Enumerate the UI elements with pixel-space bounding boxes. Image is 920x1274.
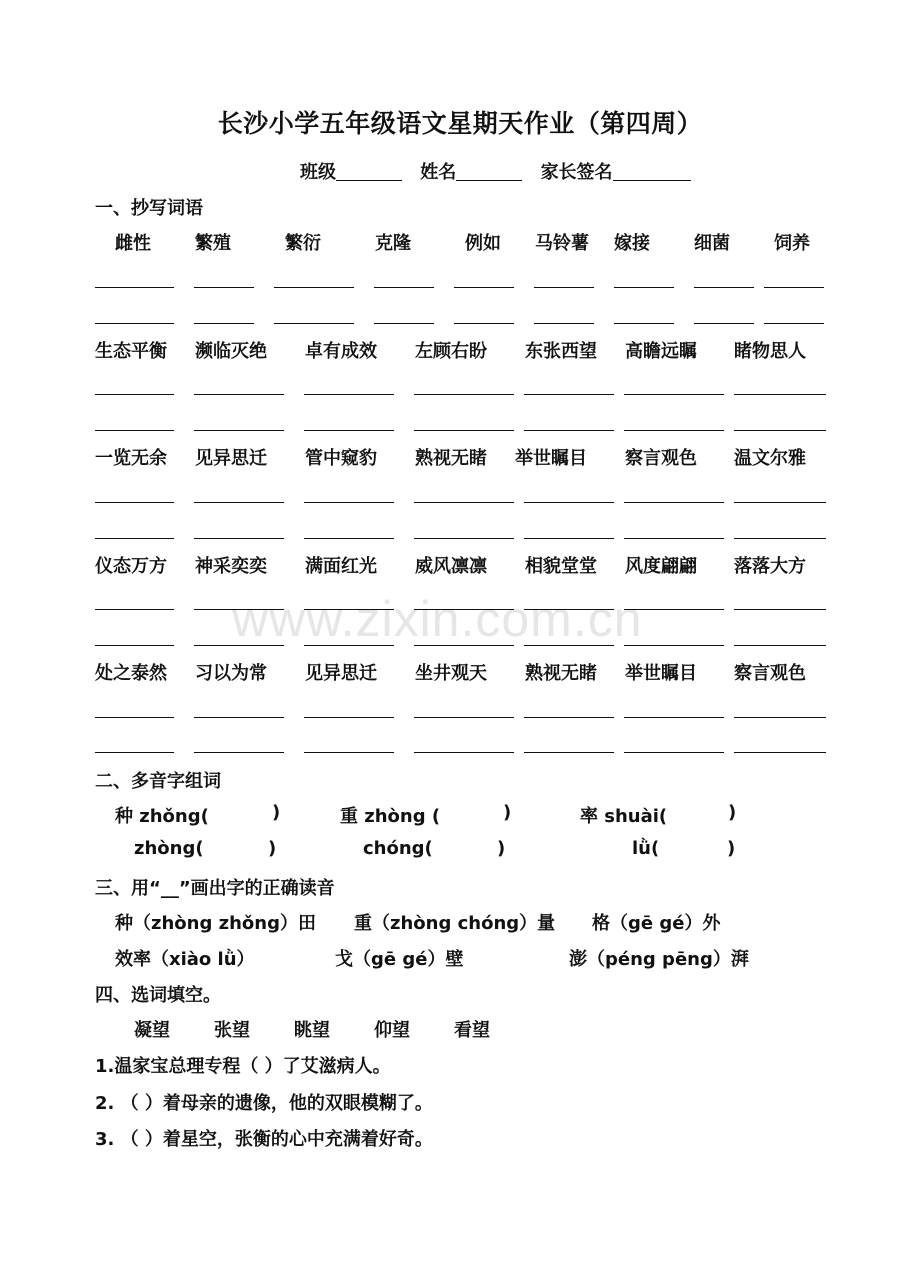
vocab-word: 濒临灭绝 xyxy=(195,341,267,362)
section2-heading: 二、多音字组词 xyxy=(95,771,221,792)
reading-item: 格（gē gé）外 xyxy=(592,913,721,934)
name-label: 姓名 xyxy=(420,162,457,183)
writing-line[interactable] xyxy=(194,323,254,324)
writing-line[interactable] xyxy=(274,287,354,288)
section4-heading: 四、选词填空。 xyxy=(95,985,221,1006)
writing-line[interactable] xyxy=(414,502,514,503)
vocab-word: 嫁接 xyxy=(614,233,650,254)
writing-line[interactable] xyxy=(734,502,826,503)
writing-line[interactable] xyxy=(454,323,514,324)
vocab-word: 一览无余 xyxy=(95,448,167,469)
parent-signature-blank[interactable] xyxy=(613,162,691,181)
writing-line[interactable] xyxy=(734,430,826,431)
writing-line[interactable] xyxy=(524,609,614,610)
writing-line[interactable] xyxy=(524,752,614,753)
writing-line[interactable] xyxy=(734,717,826,718)
polyphone-prompt: 种 zhǒng( xyxy=(115,806,209,827)
writing-line[interactable] xyxy=(194,717,284,718)
reading-item: 种（zhòng zhǒng）田 xyxy=(115,913,316,934)
vocab-word: 落落大方 xyxy=(734,556,806,577)
writing-line[interactable] xyxy=(414,752,514,753)
writing-line[interactable] xyxy=(734,538,826,539)
writing-line[interactable] xyxy=(524,394,614,395)
writing-line[interactable] xyxy=(304,430,394,431)
vocab-word: 满面红光 xyxy=(305,556,377,577)
close-paren: ) xyxy=(728,802,737,823)
writing-line[interactable] xyxy=(95,430,174,431)
writing-line[interactable] xyxy=(414,645,514,646)
writing-line[interactable] xyxy=(304,502,394,503)
vocab-word: 马铃薯 xyxy=(535,233,589,254)
writing-line[interactable] xyxy=(304,609,394,610)
writing-line[interactable] xyxy=(414,717,514,718)
writing-line[interactable] xyxy=(414,430,514,431)
writing-line[interactable] xyxy=(194,287,254,288)
writing-line[interactable] xyxy=(304,394,394,395)
writing-line[interactable] xyxy=(734,609,826,610)
vocab-word: 威风凛凛 xyxy=(415,556,487,577)
word-option: 看望 xyxy=(454,1020,490,1041)
writing-line[interactable] xyxy=(194,752,284,753)
writing-line[interactable] xyxy=(274,323,354,324)
vocab-word: 高瞻远瞩 xyxy=(625,341,697,362)
writing-line[interactable] xyxy=(614,287,674,288)
vocab-word: 察言观色 xyxy=(625,448,697,469)
vocab-word: 见异思迁 xyxy=(305,663,377,684)
vocab-word: 细菌 xyxy=(694,233,730,254)
fill-question-2: 2. （ ）着母亲的遗像，他的双眼模糊了。 xyxy=(95,1093,433,1114)
vocab-word: 东张西望 xyxy=(525,341,597,362)
close-paren: ) xyxy=(727,838,736,859)
polyphone-prompt: 率 shuài( xyxy=(580,806,668,827)
vocab-word: 举世瞩目 xyxy=(625,663,697,684)
vocab-word: 例如 xyxy=(465,233,501,254)
writing-line[interactable] xyxy=(414,538,514,539)
vocab-word: 坐井观天 xyxy=(415,663,487,684)
class-label: 班级 xyxy=(300,162,336,183)
vocab-word: 睹物思人 xyxy=(734,341,806,362)
reading-item: 澎（péng pēng）湃 xyxy=(569,949,749,970)
vocab-word: 熟视无睹 xyxy=(525,663,597,684)
vocab-word: 管中窥豹 xyxy=(305,448,377,469)
writing-line[interactable] xyxy=(534,323,594,324)
vocab-word: 温文尔雅 xyxy=(734,448,806,469)
vocab-word: 习以为常 xyxy=(195,663,267,684)
writing-line[interactable] xyxy=(624,717,724,718)
word-option: 仰望 xyxy=(374,1020,410,1041)
writing-line[interactable] xyxy=(374,323,434,324)
writing-line[interactable] xyxy=(624,752,724,753)
name-blank[interactable] xyxy=(456,162,522,181)
vocab-word: 左顾右盼 xyxy=(415,341,487,362)
vocab-word: 熟视无睹 xyxy=(415,448,487,469)
close-paren: ) xyxy=(497,838,506,859)
writing-line[interactable] xyxy=(734,645,826,646)
writing-line[interactable] xyxy=(95,323,174,324)
reading-item: 戈（gē gé）壁 xyxy=(335,949,464,970)
close-paren: ) xyxy=(272,802,281,823)
writing-line[interactable] xyxy=(304,538,394,539)
section1-heading: 一、抄写词语 xyxy=(95,198,203,219)
writing-line[interactable] xyxy=(194,430,284,431)
vocab-word: 察言观色 xyxy=(734,663,806,684)
vocab-word: 风度翩翩 xyxy=(625,556,697,577)
writing-line[interactable] xyxy=(95,752,174,753)
writing-line[interactable] xyxy=(95,502,174,503)
watermark: www.zixin.com.cn xyxy=(232,591,643,647)
fill-question-3: 3. （ ）着星空，张衡的心中充满着好奇。 xyxy=(95,1129,433,1150)
writing-line[interactable] xyxy=(624,430,724,431)
student-info xyxy=(300,158,691,184)
writing-line[interactable] xyxy=(624,609,724,610)
class-blank[interactable] xyxy=(336,162,402,181)
parent-signature-label: 家长签名 xyxy=(540,162,613,183)
writing-line[interactable] xyxy=(304,717,394,718)
close-paren: ) xyxy=(503,802,512,823)
polyphone-prompt: 重 zhòng ( xyxy=(340,806,441,827)
vocab-word: 神采奕奕 xyxy=(195,556,267,577)
writing-line[interactable] xyxy=(734,752,826,753)
vocab-word: 克隆 xyxy=(375,233,411,254)
vocab-word: 雌性 xyxy=(115,233,151,254)
writing-line[interactable] xyxy=(734,394,826,395)
writing-line[interactable] xyxy=(524,717,614,718)
writing-line[interactable] xyxy=(304,752,394,753)
section3-heading: 三、用“__”画出字的正确读音 xyxy=(95,878,335,899)
vocab-word: 繁殖 xyxy=(195,233,231,254)
writing-line[interactable] xyxy=(95,287,174,288)
writing-line[interactable] xyxy=(414,394,514,395)
writing-line[interactable] xyxy=(764,287,824,288)
vocab-word: 举世瞩目 xyxy=(515,448,587,469)
writing-line[interactable] xyxy=(624,645,724,646)
vocab-word: 相貌堂堂 xyxy=(525,556,597,577)
writing-line[interactable] xyxy=(95,609,174,610)
vocab-word: 仪态万方 xyxy=(95,556,167,577)
writing-line[interactable] xyxy=(614,323,674,324)
writing-line[interactable] xyxy=(524,538,614,539)
writing-line[interactable] xyxy=(524,645,614,646)
vocab-word: 卓有成效 xyxy=(305,341,377,362)
page-title: 长沙小学五年级语文星期天作业（第四周） xyxy=(217,109,703,138)
reading-item: 效率（xiào lǜ） xyxy=(115,949,255,970)
writing-line[interactable] xyxy=(624,502,724,503)
writing-line[interactable] xyxy=(624,394,724,395)
vocab-word: 饲养 xyxy=(774,233,810,254)
writing-line[interactable] xyxy=(694,287,754,288)
writing-line[interactable] xyxy=(534,287,594,288)
word-option: 眺望 xyxy=(294,1020,330,1041)
word-option: 张望 xyxy=(214,1020,250,1041)
writing-line[interactable] xyxy=(414,609,514,610)
writing-line[interactable] xyxy=(524,430,614,431)
word-option: 凝望 xyxy=(134,1020,170,1041)
vocab-word: 生态平衡 xyxy=(95,341,167,362)
writing-line[interactable] xyxy=(624,538,724,539)
writing-line[interactable] xyxy=(95,394,174,395)
writing-line[interactable] xyxy=(304,645,394,646)
vocab-word: 繁衍 xyxy=(285,233,321,254)
writing-line[interactable] xyxy=(454,287,514,288)
close-paren: ) xyxy=(268,838,277,859)
polyphone-prompt: lǜ( xyxy=(632,838,660,859)
polyphone-prompt: chóng( xyxy=(363,838,433,859)
vocab-word: 处之泰然 xyxy=(95,663,167,684)
writing-line[interactable] xyxy=(194,394,284,395)
writing-line[interactable] xyxy=(95,538,174,539)
reading-item: 重（zhòng chóng）量 xyxy=(354,913,556,934)
writing-line[interactable] xyxy=(524,502,614,503)
fill-question-1: 1.温家宝总理专程（ ）了艾滋病人。 xyxy=(95,1056,391,1077)
vocab-word: 见异思迁 xyxy=(195,448,267,469)
writing-line[interactable] xyxy=(194,609,284,610)
writing-line[interactable] xyxy=(764,323,824,324)
writing-line[interactable] xyxy=(194,502,284,503)
writing-line[interactable] xyxy=(374,287,434,288)
writing-line[interactable] xyxy=(694,323,754,324)
writing-line[interactable] xyxy=(95,645,174,646)
writing-line[interactable] xyxy=(95,717,174,718)
writing-line[interactable] xyxy=(194,538,284,539)
writing-line[interactable] xyxy=(194,645,284,646)
polyphone-prompt: zhòng( xyxy=(134,838,204,859)
